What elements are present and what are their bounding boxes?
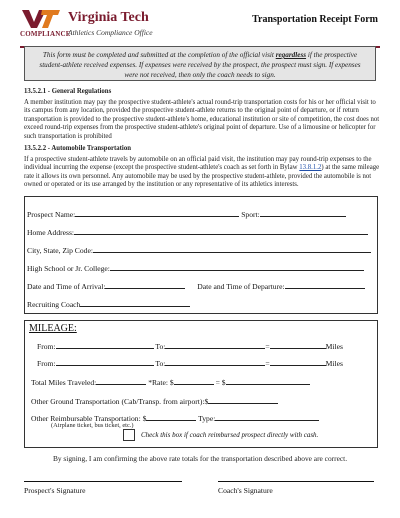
bylaw-link[interactable]: 13.8.1.2 bbox=[299, 164, 322, 172]
mileage-row-2 bbox=[37, 358, 343, 368]
instruction-notice bbox=[24, 46, 376, 81]
notice-emphasis: regardless bbox=[275, 51, 307, 59]
sport-label: Sport: bbox=[241, 210, 260, 219]
sport-field[interactable] bbox=[260, 209, 346, 217]
to-field-2[interactable] bbox=[165, 358, 265, 366]
departure-label: Date and Time of Departure: bbox=[197, 282, 285, 291]
home-address-label: Home Address: bbox=[27, 228, 75, 237]
school-label: High School or Jr. College: bbox=[27, 264, 110, 273]
total-amount-field[interactable] bbox=[226, 377, 310, 385]
equals-1: = bbox=[265, 342, 270, 351]
general-regulations bbox=[24, 88, 380, 142]
compliance-label: COMPLIANCE bbox=[20, 30, 71, 38]
to-field-1[interactable] bbox=[165, 341, 265, 349]
org-name: Virginia Tech bbox=[68, 10, 149, 25]
prospect-name-field[interactable] bbox=[75, 209, 239, 217]
type-label: Type: bbox=[198, 414, 216, 423]
recruiting-coach-label: Recruiting Coach bbox=[27, 300, 81, 309]
equals-2: = bbox=[265, 359, 270, 368]
prospect-name-label: Prospect Name: bbox=[27, 210, 76, 219]
automobile-regulations bbox=[24, 145, 380, 190]
from-field-2[interactable] bbox=[56, 358, 154, 366]
ground-transport-field[interactable] bbox=[208, 396, 278, 404]
miles-field-1[interactable] bbox=[270, 341, 326, 349]
prospect-name-row bbox=[27, 209, 346, 219]
school-field[interactable] bbox=[110, 263, 364, 271]
miles-unit-1: Miles bbox=[325, 342, 343, 351]
mileage-row-1 bbox=[37, 341, 343, 351]
departure-field[interactable] bbox=[285, 281, 365, 289]
ground-transport-label: Other Ground Transportation (Cab/Transp. from airport):$ bbox=[31, 397, 209, 406]
arrival-departure-row bbox=[27, 281, 365, 291]
cash-reimbursement-label: Check this box if coach reimbursed prospect directly with cash. bbox=[141, 431, 319, 439]
total-miles-label: Total Miles Traveled: bbox=[31, 378, 97, 387]
city-state-zip-field[interactable] bbox=[93, 245, 371, 253]
coach-row bbox=[27, 299, 190, 309]
automobile-regulations-heading: 13.5.2.2 - Automobile Transportation bbox=[24, 145, 131, 152]
automobile-regulations-body bbox=[24, 156, 380, 190]
auto-body-b: ) at the same mileage rate it allows its own personnel. Any automobile may be used by the prospective student-athlete, provided the automobile is not owned or operated or its use arranged by the institution or any representative of its athletics interests. bbox=[24, 164, 380, 189]
from-field-1[interactable] bbox=[56, 341, 154, 349]
general-regulations-heading: 13.5.2.1 - General Regulations bbox=[24, 88, 112, 95]
to-label-1: To: bbox=[155, 342, 166, 351]
prospect-signature-line[interactable] bbox=[24, 481, 182, 482]
home-address-field[interactable] bbox=[74, 227, 368, 235]
miles-unit-2: Miles bbox=[325, 359, 343, 368]
form-title: Transportation Receipt Form bbox=[252, 14, 378, 25]
miles-field-2[interactable] bbox=[270, 358, 326, 366]
notice-text-a: This form must be completed and submitted at the completion of the official visit bbox=[42, 51, 276, 59]
reimbursable-note: (Airplane ticket, bus ticket, etc.) bbox=[51, 422, 134, 429]
arrival-label: Date and Time of Arrival: bbox=[27, 282, 106, 291]
total-row bbox=[31, 377, 310, 387]
auto-body-a: If a prospective student-athlete travels by automobile on an official paid visit, the institution may pay round-trip expenses to the individual incurring the expense (except the prospective student-athlete's coach as set forth in Bylaw bbox=[24, 155, 372, 172]
rate-label: *Rate: $ bbox=[148, 378, 174, 387]
rate-field[interactable] bbox=[174, 377, 214, 385]
school-row bbox=[27, 263, 364, 273]
ground-row bbox=[31, 396, 278, 406]
address-row bbox=[27, 227, 368, 237]
coach-signature-label: Coach's Signature bbox=[218, 486, 273, 495]
prospect-info-box bbox=[24, 196, 378, 314]
arrival-field[interactable] bbox=[105, 281, 185, 289]
office-name: Athletics Compliance Office bbox=[68, 28, 153, 37]
coach-signature-line[interactable] bbox=[218, 481, 374, 482]
cash-reimbursement-checkbox[interactable] bbox=[123, 429, 135, 441]
notice-text-c: if the prospective student-athlete received expenses. If expenses were received by the prospect, the prospect must sign. If expenses were not received, then only the coach needs to sign. bbox=[39, 51, 361, 79]
from-label-2: From: bbox=[37, 359, 56, 368]
form-header bbox=[0, 8, 400, 42]
city-state-zip-label: City, State, Zip Code: bbox=[27, 246, 93, 255]
from-label-1: From: bbox=[37, 342, 56, 351]
prospect-signature-label: Prospect's Signature bbox=[24, 486, 86, 495]
to-label-2: To: bbox=[155, 359, 166, 368]
mileage-title: MILEAGE: bbox=[29, 323, 77, 334]
type-field[interactable] bbox=[215, 413, 319, 421]
total-miles-field[interactable] bbox=[96, 377, 146, 385]
reimbursable-label: Other Reimbursable Transportation: $ bbox=[31, 414, 147, 423]
recruiting-coach-field[interactable] bbox=[80, 299, 190, 307]
mileage-box bbox=[24, 320, 378, 448]
reimbursable-field[interactable] bbox=[146, 413, 196, 421]
city-row bbox=[27, 245, 371, 255]
certification-text: By signing, I am confirming the above rate totals for the transportation described above are correct. bbox=[52, 454, 348, 463]
general-regulations-body: A member institution may pay the prospective student-athlete's actual round-trip transportation costs for his or her official visit to its campus from any location, provided the prospective student-athlete returns to the original point of departure, or if return transportation is provided to the prospective student-athlete's home, educational institution or site of competition, the cost does not exceed round-trip expenses from the prospective student-athlete's original point of departure. Use of a limousine or helicopter for such transportation is prohibited bbox=[24, 98, 380, 140]
equals-dollar: = $ bbox=[215, 378, 226, 387]
